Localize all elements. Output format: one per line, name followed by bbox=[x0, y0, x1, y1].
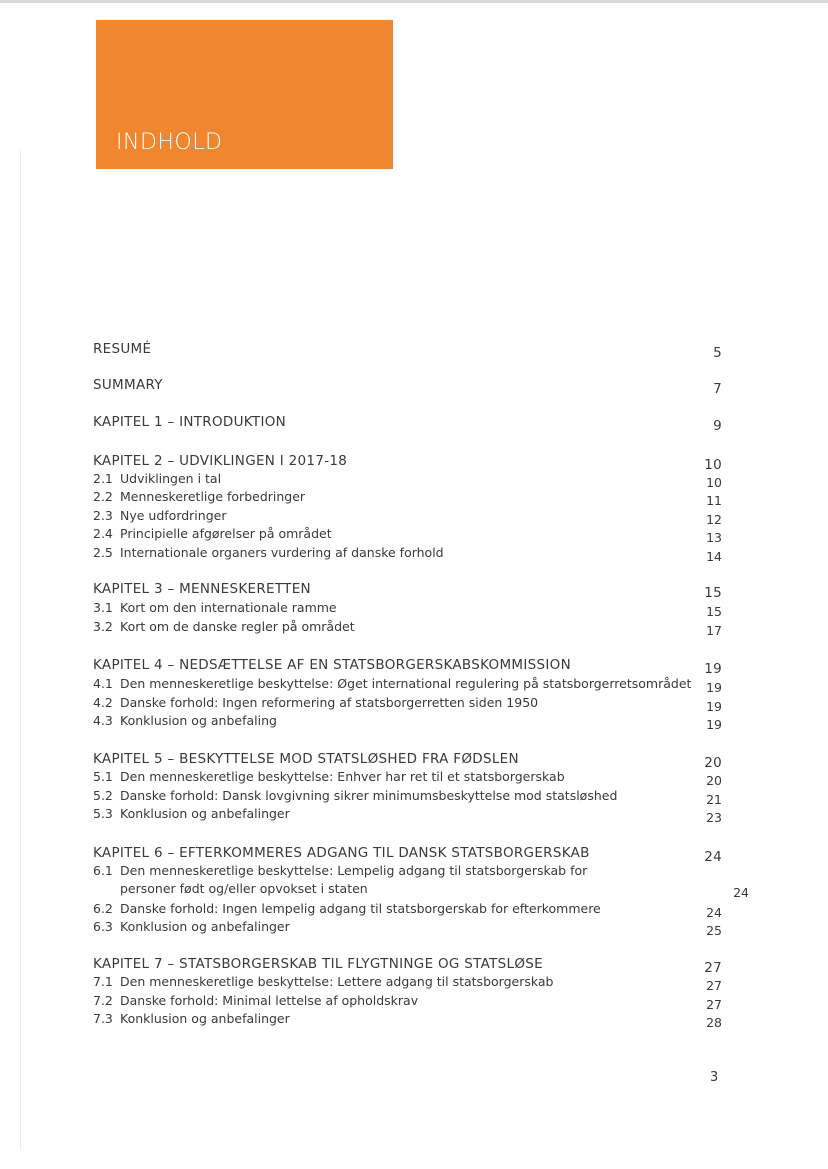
toc-heading[interactable] bbox=[93, 414, 722, 434]
toc-entry-number: 7.3 bbox=[93, 1011, 113, 1026]
toc-entry-page: 17 bbox=[706, 623, 722, 638]
toc-entry[interactable] bbox=[93, 881, 749, 900]
toc-heading[interactable] bbox=[93, 845, 722, 865]
toc-entry-text: Konklusion og anbefalinger bbox=[120, 1011, 290, 1026]
toc-entry-number: 4.3 bbox=[93, 713, 113, 728]
toc-entry-page: 9 bbox=[713, 418, 722, 434]
toc-entry-text: personer født og/eller opvokset i staten bbox=[120, 881, 368, 896]
toc-entry-page: 28 bbox=[706, 1015, 722, 1030]
toc-entry[interactable] bbox=[93, 508, 722, 527]
toc-entry-page: 7 bbox=[713, 381, 722, 397]
toc-entry-text: Danske forhold: Minimal lettelse af opholdskrav bbox=[120, 993, 419, 1008]
toc-entry-text: KAPITEL 5 – BESKYTTELSE MOD STATSLØSHED FRA FØDSLEN bbox=[93, 751, 519, 767]
toc-entry-page: 20 bbox=[704, 755, 722, 771]
toc-heading[interactable] bbox=[93, 581, 722, 601]
toc-entry-number: 3.1 bbox=[93, 600, 113, 615]
toc-entry-number: 2.5 bbox=[93, 545, 113, 560]
toc-entry-number: 6.1 bbox=[93, 863, 113, 878]
toc-entry-text: Konklusion og anbefalinger bbox=[120, 919, 290, 934]
toc-entry[interactable] bbox=[93, 788, 722, 807]
toc-entry-page: 19 bbox=[704, 661, 722, 677]
toc-entry-number: 4.1 bbox=[93, 676, 113, 691]
toc-entry-text: Kort om de danske regler på området bbox=[120, 619, 355, 634]
toc-entry-number: 6.3 bbox=[93, 919, 113, 934]
toc-entry-text: Danske forhold: Dansk lovgivning sikrer minimumsbeskyttelse mod statsløshed bbox=[120, 788, 618, 803]
title-banner bbox=[96, 20, 393, 169]
toc-entry[interactable] bbox=[93, 993, 722, 1012]
toc-entry-number: 2.3 bbox=[93, 508, 113, 523]
toc-heading[interactable] bbox=[93, 657, 722, 677]
toc-entry-text: RESUMÉ bbox=[93, 341, 152, 357]
toc-entry-page: 5 bbox=[713, 345, 722, 361]
toc-entry-text: KAPITEL 7 – STATSBORGERSKAB TIL FLYGTNINGE OG STATSLØSE bbox=[93, 956, 543, 972]
toc-entry-number: 2.1 bbox=[93, 471, 113, 486]
toc-entry-page: 19 bbox=[706, 680, 722, 695]
toc-entry-number: 7.2 bbox=[93, 993, 113, 1008]
toc-entry-number: 5.1 bbox=[93, 769, 113, 784]
toc-entry[interactable] bbox=[93, 676, 722, 695]
toc-entry[interactable] bbox=[93, 919, 722, 938]
toc-entry-text: Menneskeretlige forbedringer bbox=[120, 489, 306, 504]
toc-entry[interactable] bbox=[93, 471, 722, 490]
page-number: 3 bbox=[710, 1070, 719, 1085]
page-title: INDHOLD bbox=[116, 130, 223, 155]
toc-entry-text: Internationale organers vurdering af danske forhold bbox=[120, 545, 444, 560]
toc-entry-text: Udviklingen i tal bbox=[120, 471, 222, 486]
toc-entry-number: 2.2 bbox=[93, 489, 113, 504]
toc-entry-text: Kort om den internationale ramme bbox=[120, 600, 337, 615]
toc-entry-page: 20 bbox=[706, 773, 722, 788]
toc-entry-page: 21 bbox=[706, 792, 722, 807]
left-margin-line bbox=[20, 150, 21, 1150]
toc-entry-text: Den menneskeretlige beskyttelse: Enhver har ret til et statsborgerskab bbox=[120, 769, 565, 784]
toc-heading[interactable] bbox=[93, 956, 722, 976]
toc-entry[interactable] bbox=[93, 545, 722, 564]
toc-entry-text: KAPITEL 1 – INTRODUKTION bbox=[93, 414, 287, 430]
toc-entry[interactable] bbox=[93, 619, 722, 638]
toc-entry-text: Danske forhold: Ingen reformering af statsborgerretten siden 1950 bbox=[120, 695, 539, 710]
toc-entry[interactable] bbox=[93, 489, 722, 508]
toc-entry-text: Danske forhold: Ingen lempelig adgang til statsborgerskab for efterkommere bbox=[120, 901, 601, 916]
toc-entry-number: 6.2 bbox=[93, 901, 113, 916]
toc-entry[interactable] bbox=[93, 806, 722, 825]
toc-entry-text: KAPITEL 3 – MENNESKERETTEN bbox=[93, 581, 311, 597]
toc-entry[interactable] bbox=[93, 526, 722, 545]
toc-entry-page: 27 bbox=[706, 997, 722, 1012]
toc-entry[interactable] bbox=[93, 695, 722, 714]
toc-entry-number: 5.3 bbox=[93, 806, 113, 821]
toc-entry-page: 24 bbox=[704, 849, 722, 865]
toc-entry-text: KAPITEL 2 – UDVIKLINGEN I 2017-18 bbox=[93, 453, 348, 469]
toc-entry-page: 15 bbox=[704, 585, 722, 601]
toc-entry-page: 11 bbox=[706, 493, 722, 508]
toc-entry[interactable] bbox=[93, 769, 722, 788]
toc-entry-page: 27 bbox=[704, 960, 722, 976]
toc-heading[interactable] bbox=[93, 377, 722, 397]
toc-entry-number: 3.2 bbox=[93, 619, 113, 634]
toc-entry-page: 15 bbox=[706, 604, 722, 619]
toc-entry-page: 14 bbox=[706, 549, 722, 564]
toc-entry-text: SUMMARY bbox=[93, 377, 163, 393]
toc-entry-page: 10 bbox=[704, 457, 722, 473]
toc-entry-text: Konklusion og anbefalinger bbox=[120, 806, 290, 821]
toc-entry-page: 12 bbox=[706, 512, 722, 527]
toc-entry-text: Den menneskeretlige beskyttelse: Øget international regulering på statsborgerretsområdet bbox=[120, 676, 692, 691]
toc-entry[interactable] bbox=[93, 974, 722, 993]
toc-entry-page: 23 bbox=[706, 810, 722, 825]
toc-entry[interactable] bbox=[93, 863, 722, 879]
toc-entry-number: 4.2 bbox=[93, 695, 113, 710]
toc-entry[interactable] bbox=[93, 1011, 722, 1030]
toc-heading[interactable] bbox=[93, 341, 722, 361]
toc-entry-page: 10 bbox=[706, 475, 722, 490]
toc-entry-page: 24 bbox=[706, 905, 722, 920]
toc-entry-text: KAPITEL 6 – EFTERKOMMERES ADGANG TIL DANSK STATSBORGERSKAB bbox=[93, 845, 590, 861]
toc-entry-text: KAPITEL 4 – NEDSÆTTELSE AF EN STATSBORGERSKABSKOMMISSION bbox=[93, 657, 571, 673]
toc-entry-text: Den menneskeretlige beskyttelse: Lempelig adgang til statsborgerskab for bbox=[120, 863, 588, 878]
toc-entry-text: Konklusion og anbefaling bbox=[120, 713, 277, 728]
toc-entry-text: Den menneskeretlige beskyttelse: Lettere adgang til statsborgerskab bbox=[120, 974, 554, 989]
toc-entry-page: 24 bbox=[733, 885, 749, 900]
toc-entry-page: 13 bbox=[706, 530, 722, 545]
toc-entry-page: 19 bbox=[706, 699, 722, 714]
toc-entry[interactable] bbox=[93, 600, 722, 619]
toc-entry-page: 27 bbox=[706, 978, 722, 993]
toc-entry-text: Nye udfordringer bbox=[120, 508, 227, 523]
toc-entry-number: 7.1 bbox=[93, 974, 113, 989]
top-border bbox=[0, 0, 828, 3]
toc-entry[interactable] bbox=[93, 901, 722, 920]
toc-heading[interactable] bbox=[93, 751, 722, 771]
toc-entry-page: 19 bbox=[706, 717, 722, 732]
toc-entry-number: 5.2 bbox=[93, 788, 113, 803]
toc-entry-text: Principielle afgørelser på området bbox=[120, 526, 332, 541]
toc-entry-page: 25 bbox=[706, 923, 722, 938]
toc-heading[interactable] bbox=[93, 453, 722, 473]
toc-entry-number: 2.4 bbox=[93, 526, 113, 541]
toc-entry[interactable] bbox=[93, 713, 722, 732]
